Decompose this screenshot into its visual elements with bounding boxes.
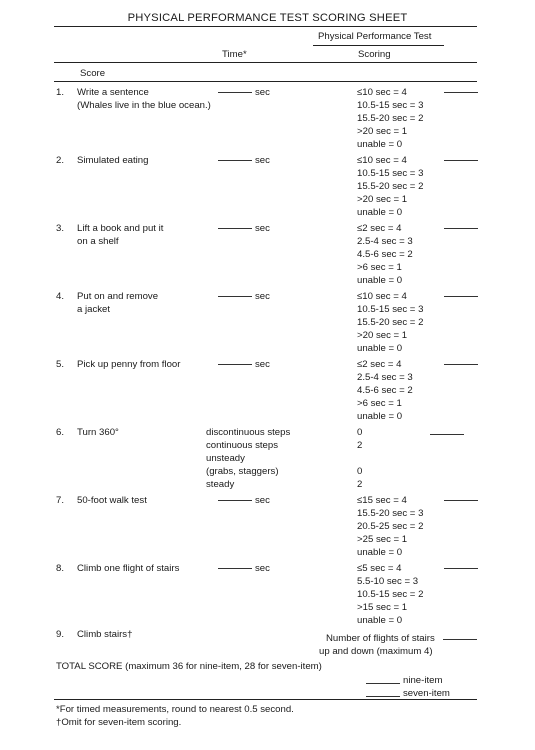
item-number: 9. (56, 629, 65, 640)
turn-condition: (grabs, staggers) (206, 466, 279, 477)
scoring-line: 15.5-20 sec = 3 (357, 508, 424, 519)
scoring-line: unable = 0 (357, 547, 403, 558)
item-label-line-2: on a shelf (77, 236, 119, 247)
score-entry-field[interactable] (444, 92, 478, 93)
turn-condition: discontinuous steps (206, 427, 291, 438)
scoring-line: 15.5-20 sec = 2 (357, 113, 424, 124)
time-entry-field[interactable] (218, 500, 252, 501)
scoring-line: 10.5-15 sec = 3 (357, 168, 424, 179)
scoring-line: 4.5-6 sec = 2 (357, 249, 413, 260)
seven-item-label: seven-item (403, 688, 450, 699)
time-entry-field[interactable] (218, 160, 252, 161)
footnote-seven-item: †Omit for seven-item scoring. (56, 717, 182, 728)
header-rule (54, 62, 477, 63)
score-entry-field[interactable] (444, 500, 478, 501)
sec-unit: sec (255, 563, 270, 574)
scoring-line: 10.5-15 sec = 3 (357, 304, 424, 315)
turn-condition: unsteady (206, 453, 245, 464)
test-item-1 (0, 86, 535, 156)
item-label: Turn 360° (77, 427, 119, 438)
sec-unit: sec (255, 291, 270, 302)
item-number: 7. (56, 495, 65, 506)
item-label-line-2: a jacket (77, 304, 111, 315)
header-scoring-label: Scoring (358, 49, 391, 60)
stairs-scoring: up and down (maximum 4) (319, 646, 433, 657)
scoring-line: unable = 0 (357, 207, 403, 218)
item-label: Put on and remove (77, 291, 159, 302)
item-number: 2. (56, 155, 65, 166)
scoring-line: ≤2 sec = 4 (357, 359, 402, 370)
scoring-line: 4.5-6 sec = 2 (357, 385, 413, 396)
score-entry-field[interactable] (444, 364, 478, 365)
item-label: Pick up penny from floor (77, 359, 181, 370)
scoring-line: >20 sec = 1 (357, 194, 408, 205)
sec-unit: sec (255, 87, 270, 98)
test-item-2 (0, 154, 535, 224)
scoring-line: 20.5-25 sec = 2 (357, 521, 424, 532)
item-number: 3. (56, 223, 65, 234)
item-label: 50-foot walk test (77, 495, 147, 506)
header-group-label: Physical Performance Test (318, 31, 432, 42)
scoring-line: ≤10 sec = 4 (357, 291, 407, 302)
time-entry-field[interactable] (218, 296, 252, 297)
item-label-line-2: (Whales live in the blue ocean.) (77, 100, 211, 111)
score-entry-field[interactable] (444, 160, 478, 161)
scoring-line: ≤10 sec = 4 (357, 87, 407, 98)
scoring-line: unable = 0 (357, 411, 403, 422)
item-label: Write a sentence (77, 87, 149, 98)
scoring-line: >6 sec = 1 (357, 398, 402, 409)
scoring-line: 5.5-10 sec = 3 (357, 576, 419, 587)
sec-unit: sec (255, 359, 270, 370)
scoring-line: >15 sec = 1 (357, 602, 408, 613)
seven-item-total-field[interactable] (366, 696, 400, 697)
scoring-line: 2.5-4 sec = 3 (357, 236, 413, 247)
nine-item-label: nine-item (403, 675, 443, 686)
scoring-line: ≤15 sec = 4 (357, 495, 407, 506)
scoring-line: 15.5-20 sec = 2 (357, 181, 424, 192)
footnote-timing: *For timed measurements, round to nearest 0.5 second. (56, 704, 294, 715)
test-item-9 (0, 628, 535, 658)
header-group-rule (313, 45, 444, 46)
scoring-line: 10.5-15 sec = 2 (357, 589, 424, 600)
item-label: Climb one flight of stairs (77, 563, 180, 574)
test-item-7 (0, 494, 535, 564)
scoring-line: unable = 0 (357, 615, 403, 626)
time-entry-field[interactable] (218, 92, 252, 93)
turn-score: 2 (357, 479, 363, 490)
item-label: Climb stairs† (77, 629, 133, 640)
score-entry-field[interactable] (444, 296, 478, 297)
score-entry-field[interactable] (444, 228, 478, 229)
header-time-label: Time* (222, 49, 247, 60)
footer-rule (54, 699, 477, 700)
item-number: 5. (56, 359, 65, 370)
test-item-5 (0, 358, 535, 428)
test-item-3 (0, 222, 535, 292)
scoring-line: ≤5 sec = 4 (357, 563, 402, 574)
turn-condition: continuous steps (206, 440, 278, 451)
stairs-scoring: Number of flights of stairs (326, 633, 435, 644)
header-score-rule (54, 81, 477, 82)
item-number: 4. (56, 291, 65, 302)
scoring-line: unable = 0 (357, 139, 403, 150)
title-rule (54, 26, 477, 27)
scoring-line: 15.5-20 sec = 2 (357, 317, 424, 328)
score-entry-field[interactable] (430, 434, 464, 435)
sec-unit: sec (255, 155, 270, 166)
test-item-6 (0, 426, 535, 496)
turn-score: 0 (357, 466, 363, 477)
time-entry-field[interactable] (218, 364, 252, 365)
nine-item-total-field[interactable] (366, 683, 400, 684)
test-item-4 (0, 290, 535, 360)
scoring-line: >25 sec = 1 (357, 534, 408, 545)
item-label: Lift a book and put it (77, 223, 164, 234)
time-entry-field[interactable] (218, 228, 252, 229)
turn-score: 0 (357, 427, 363, 438)
scoring-line: unable = 0 (357, 275, 403, 286)
scoring-line: >6 sec = 1 (357, 262, 402, 273)
item-label: Simulated eating (77, 155, 149, 166)
item-number: 8. (56, 563, 65, 574)
turn-condition: steady (206, 479, 235, 490)
sec-unit: sec (255, 223, 270, 234)
scoring-line: ≤2 sec = 4 (357, 223, 402, 234)
sec-unit: sec (255, 495, 270, 506)
page-title: PHYSICAL PERFORMANCE TEST SCORING SHEET (127, 12, 408, 24)
score-entry-field[interactable] (444, 568, 478, 569)
turn-score: 2 (357, 440, 363, 451)
scoring-line: 2.5-4 sec = 3 (357, 372, 413, 383)
scoring-line: unable = 0 (357, 343, 403, 354)
item-number: 6. (56, 427, 65, 438)
scoring-line: >20 sec = 1 (357, 330, 408, 341)
item-number: 1. (56, 87, 65, 98)
total-score-label: TOTAL SCORE (maximum 36 for nine-item, 28 for seven-item) (56, 661, 322, 672)
score-entry-field[interactable] (443, 639, 477, 640)
time-entry-field[interactable] (218, 568, 252, 569)
scoring-line: >20 sec = 1 (357, 126, 408, 137)
scoring-line: 10.5-15 sec = 3 (357, 100, 424, 111)
scoring-line: ≤10 sec = 4 (357, 155, 407, 166)
test-item-8 (0, 562, 535, 632)
header-score-label: Score (80, 68, 106, 79)
